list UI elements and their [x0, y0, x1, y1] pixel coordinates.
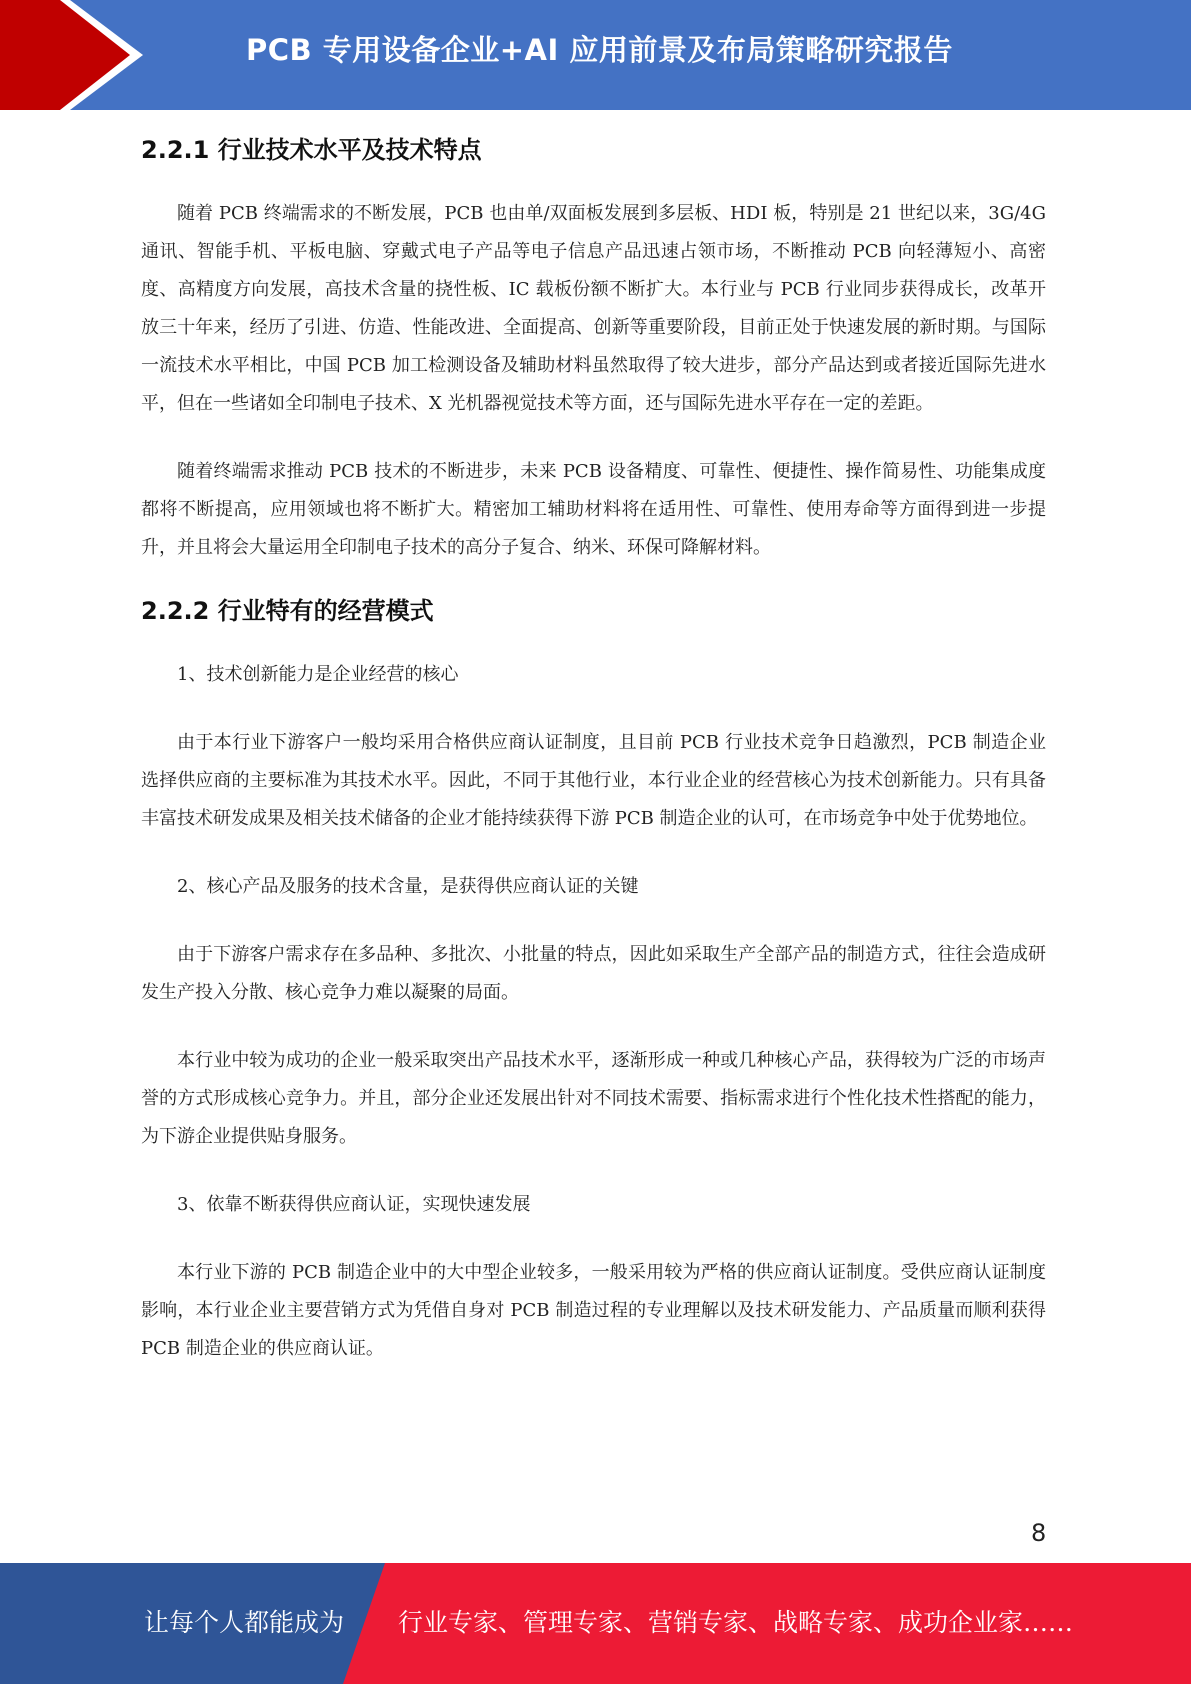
- report-title: PCB 专用设备企业+AI 应用前景及布局策略研究报告: [246, 33, 953, 67]
- paragraph: 由于下游客户需求存在多品种、多批次、小批量的特点，因此如采取生产全部产品的制造方式，往往会造成研发生产投入分散、核心竞争力难以凝聚的局面。: [141, 944, 1046, 1003]
- page-header: [0, 0, 1191, 110]
- page-footer: [0, 1563, 1191, 1684]
- paragraph: 本行业中较为成功的企业一般采取突出产品技术水平，逐渐形成一种或几种核心产品，获得较为广泛的市场声誉的方式形成核心竞争力。并且，部分企业还发展出针对不同技术需要、指标需求进行个性化技术性搭配的能力，为下游企业提供贴身服务。: [141, 1050, 1046, 1147]
- page-number: 8: [1031, 1519, 1047, 1547]
- section-heading: 2.2.1 行业技术水平及技术特点: [141, 136, 482, 164]
- header-chevron-icon: [0, 0, 160, 110]
- subsection-title: 2、核心产品及服务的技术含量，是获得供应商认证的关键: [177, 876, 639, 897]
- footer-slogan-left: 让每个人都能成为: [144, 1608, 345, 1637]
- section-heading: 2.2.2 行业特有的经营模式: [141, 597, 434, 625]
- paragraph: 由于本行业下游客户一般均采用合格供应商认证制度，且目前 PCB 行业技术竞争日趋激烈，PCB 制造企业选择供应商的主要标准为其技术水平。因此，不同于其他行业，本行业企业的经营核心为技术创新能力。只有具备丰富技术研发成果及相关技术储备的企业才能持续获得下游 PCB 制造企业的认可，在市场竞争中处于优势地位。: [141, 732, 1046, 829]
- subsection-title: 3、依靠不断获得供应商认证，实现快速发展: [177, 1194, 531, 1215]
- subsection-title: 1、技术创新能力是企业经营的核心: [177, 664, 459, 685]
- footer-slogan-right: 行业专家、管理专家、营销专家、战略专家、成功企业家……: [398, 1608, 1074, 1637]
- paragraph: 本行业下游的 PCB 制造企业中的大中型企业较多，一般采用较为严格的供应商认证制度。受供应商认证制度影响，本行业企业主要营销方式为凭借自身对 PCB 制造过程的专业理解以及技术研发能力、产品质量而顺利获得 PCB 制造企业的供应商认证。: [141, 1262, 1046, 1359]
- paragraph: 随着终端需求推动 PCB 技术的不断进步，未来 PCB 设备精度、可靠性、便捷性、操作简易性、功能集成度都将不断提高，应用领域也将不断扩大。精密加工辅助材料将在适用性、可靠性、使用寿命等方面得到进一步提升，并且将会大量运用全印制电子技术的高分子复合、纳米、环保可降解材料。: [141, 461, 1046, 558]
- document-body: [141, 130, 1046, 1368]
- paragraph: 随着 PCB 终端需求的不断发展，PCB 也由单/双面板发展到多层板、HDI 板，特别是 21 世纪以来，3G/4G 通讯、智能手机、平板电脑、穿戴式电子产品等电子信息产品迅速占领市场，不断推动 PCB 向轻薄短小、高密度、高精度方向发展，高技术含量的挠性板、IC 载板份额不断扩大。本行业与 PCB 行业同步获得成长，改革开放三十年来，经历了引进、仿造、性能改进、全面提高、创新等重要阶段，目前正处于快速发展的新时期。与国际一流技术水平相比，中国 PCB 加工检测设备及辅助材料虽然取得了较大进步，部分产品达到或者接近国际先进水平，但在一些诸如全印制电子技术、X 光机器视觉技术等方面，还与国际先进水平存在一定的差距。: [141, 203, 1046, 414]
